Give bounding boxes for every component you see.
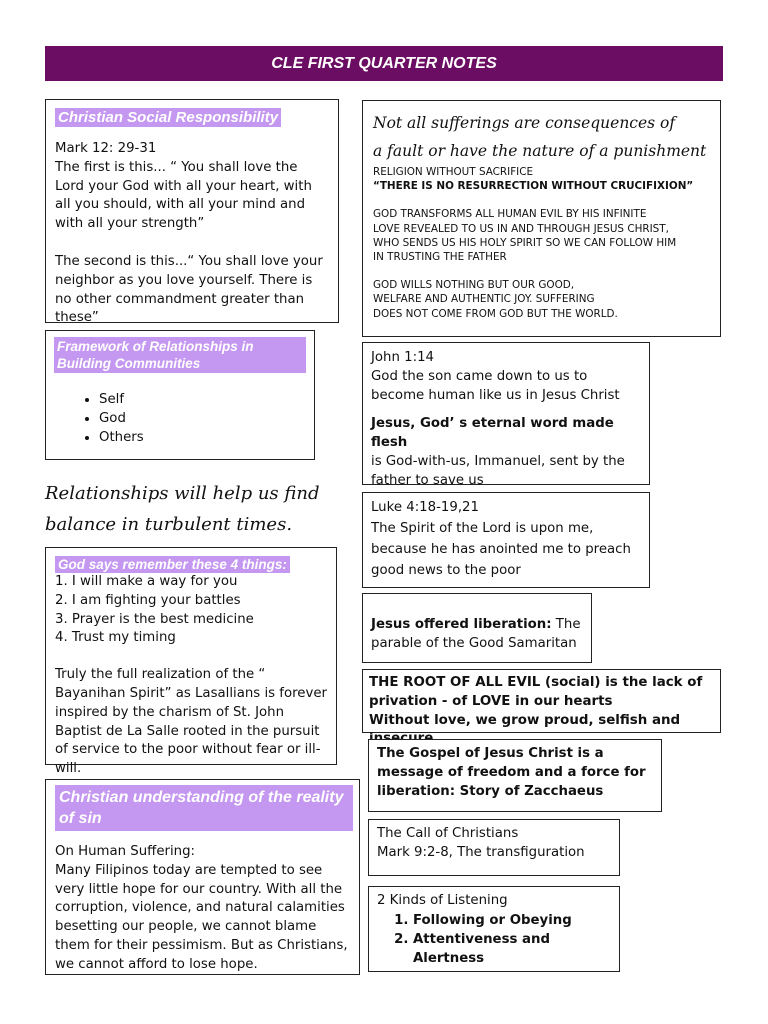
john-paragraph-2: is God-with-us, Immanuel, sent by the father to save us	[371, 453, 625, 488]
god-says-item-2: 2. I am fighting your battles	[55, 592, 241, 608]
suffering-paragraph: Many Filipinos today are tempted to see very little hope for our country. With all the corruption, violence, and natural calamities besetting our people, we cannot blame them for their pessimism. But as Christians, we cannot afford to lose hope.	[55, 862, 348, 972]
sufferings-caps-1: RELIGION WITHOUT SACRIFICE	[373, 166, 534, 178]
sufferings-caps-6: IN TRUSTING THE FATHER	[373, 251, 507, 264]
luke-paragraph: The Spirit of the Lord is upon me, because he has anointed me to preach good news to the poor	[371, 520, 631, 578]
sufferings-card	[362, 100, 721, 337]
sufferings-caps-4: LOVE REVEALED TO US IN AND THROUGH JESUS CHRIST,	[373, 222, 669, 235]
call-heading: The Call of Christians	[377, 826, 519, 841]
gospel-text: The Gospel of Jesus Christ is a message of freedom and a force for liberation: Story of Zacchaeus	[377, 746, 646, 799]
john-card	[362, 342, 650, 488]
liberation-text	[371, 616, 583, 654]
god-says-item-4: 4. Trust my timing	[55, 630, 176, 646]
relationships-quote-line-1: Relationships will help us find	[45, 483, 320, 504]
framework-list	[54, 390, 306, 447]
bayanihan-paragraph: Truly the full realization of the “ Bayanihan Spirit” as Lasallians is forever inspired by the charism of St. John Baptist de La Salle rooted in the pursuit of service to the poor without fear or ill-will.	[55, 667, 327, 777]
csr-paragraph-1: The first is this... “ You shall love the Lord your God with all your heart, with all you should, with all your mind and with all your strength”	[55, 159, 312, 232]
john-bold-line: Jesus, God’ s eternal word made flesh	[371, 416, 614, 451]
sufferings-script-1: Not all sufferings are consequences of	[373, 114, 676, 132]
sin-heading: Christian understanding of the reality of sin	[55, 785, 353, 831]
csr-heading: Christian Social Responsibility	[55, 108, 281, 127]
relationships-quote	[45, 478, 345, 540]
suffering-subhead: On Human Suffering:	[55, 844, 196, 859]
john-paragraph-1: God the son came down to us to become human like us in Jesus Christ	[371, 368, 620, 403]
csr-ref: Mark 12: 29-31	[55, 141, 157, 156]
framework-item-self: • Self	[99, 390, 306, 409]
luke-ref: Luke 4:18-19,21	[371, 500, 479, 515]
sufferings-script-2: a fault or have the nature of a punishment	[373, 142, 707, 160]
call-card	[368, 819, 620, 876]
sin-card	[45, 779, 360, 975]
listening-item-2: 2. Attentiveness and Alertness	[413, 930, 611, 968]
sufferings-caps-3: GOD TRANSFORMS ALL HUMAN EVIL BY HIS INFINITE	[373, 208, 647, 221]
csr-paragraph-2: The second is this...“ You shall love your neighbor as you love yourself. There is no other commandment greater than these”	[55, 253, 323, 326]
listening-heading: 2 Kinds of Listening	[377, 893, 508, 908]
framework-card	[45, 330, 315, 460]
page-title-banner: CLE FIRST QUARTER NOTES	[45, 46, 723, 81]
root-evil-text: THE ROOT OF ALL EVIL (social) is the lack of privation - of LOVE in our hearts	[369, 675, 703, 709]
framework-item-others: • Others	[99, 428, 306, 447]
gospel-card	[368, 739, 662, 812]
luke-card	[362, 492, 650, 588]
liberation-rest: The parable of the Good Samaritan	[371, 617, 581, 651]
sufferings-caps-7: GOD WILLS NOTHING BUT OUR GOOD,	[373, 279, 575, 292]
framework-heading: Framework of Relationships in Building Communities	[54, 337, 306, 373]
listening-item-1: 1. Following or Obeying	[413, 911, 611, 930]
god-says-item-3: 3. Prayer is the best medicine	[55, 611, 254, 627]
sufferings-caps-2: “THERE IS NO RESURRECTION WITHOUT CRUCIFIXION”	[373, 180, 694, 193]
god-says-item-1: 1. I will make a way for you	[55, 574, 238, 589]
john-ref: John 1:14	[371, 350, 434, 365]
liberation-card	[362, 593, 592, 663]
framework-item-god: • God	[99, 409, 306, 428]
root-evil-line-2: Without love, we grow proud, selfish and	[369, 712, 681, 728]
root-evil-card	[362, 669, 721, 733]
call-text: Mark 9:2-8, The transfiguration	[377, 844, 585, 860]
sufferings-caps-9: DOES NOT COME FROM GOD BUT THE WORLD.	[373, 307, 618, 320]
sufferings-caps-8: WELFARE AND AUTHENTIC JOY. SUFFERING	[373, 293, 595, 306]
god-says-card	[45, 547, 337, 777]
liberation-bold: Jesus offered liberation:	[371, 617, 552, 632]
relationships-quote-line-2: balance in turbulent times.	[45, 514, 293, 535]
listening-list	[377, 911, 611, 968]
sufferings-caps-5: WHO SENDS US HIS HOLY SPIRIT SO WE CAN FOLLOW HIM	[373, 236, 677, 249]
csr-card	[45, 99, 339, 326]
listening-card	[368, 886, 620, 972]
god-says-heading: God says remember these 4 things:	[55, 556, 290, 573]
